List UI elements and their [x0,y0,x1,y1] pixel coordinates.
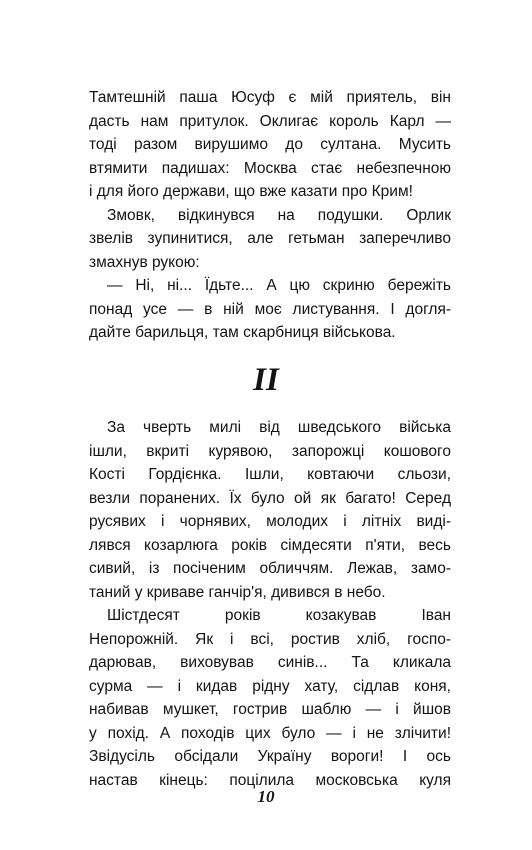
text-line: Кості Гордієнка. Ішли, ковтаючи сльози, [89,466,451,483]
text-line: Змовк, відкинувся на подушки. Орлик [107,206,451,224]
text-line: звелів зупинитися, але гетьман заперечливо [89,230,451,247]
text-line: набивав мушкет, гострив шаблю — і йшов [89,701,451,718]
chapter-heading: II [253,362,279,398]
text-line: Шістдесят років козакував Іван [107,607,451,624]
text-line: у похід. А походів цих було — і не злічити! [89,724,451,742]
text-line: дасть нам притулок. Оклигає король Карл — [89,112,451,130]
text-line: сурма — і кидав рідну хату, сідлав коня, [89,677,451,695]
text-line: Непорожній. Як і всі, ростив хліб, госпо- [89,630,451,648]
text-line: русявих і чорнявих, молодих і літніх виді- [89,513,451,530]
text-line: Тамтешній паша Юсуф є мій приятель, він [89,89,451,106]
text-line: — Ні, ні... Їдьте... А цю скриню бережіть [107,277,451,294]
text-block-bottom [89,416,451,792]
text-line: таний у криваве ганчір'я, дивився в небо. [89,583,386,601]
text-line: дайте барильця, там скарбниця військова. [89,324,396,341]
text-line: тоді разом вирушимо до султана. Мусить [89,136,451,153]
text-line: дарював, виховував синів... Та кликала [89,654,451,671]
text-block-top [89,86,451,345]
text-line: сивий, із посіченим обличчям. Лежав, замо- [89,560,451,577]
text-line: лявся козарлюга років сімдесяти п'яти, весь [89,536,451,554]
text-line: За чверть милі від шведського війська [107,419,451,436]
text-line: настав кінець: поцілила московська куля [89,771,451,789]
text-line: везли поранених. Їх було ой як багато! Серед [89,489,451,507]
text-line: ішли, вкриті курявою, запорожці кошового [89,442,451,460]
text-line: втямити падишах: Москва стає небезпечною [89,159,451,177]
text-line: змахнув рукою: [89,253,200,271]
page-number: 10 [257,787,275,806]
text-line: і для його держави, що вже казати про Крим! [89,183,413,200]
text-line: понад усе — в ній моє листування. І догля- [89,300,451,318]
text-line: Звідусіль обсідали Україну вороги! І ось [89,748,451,765]
